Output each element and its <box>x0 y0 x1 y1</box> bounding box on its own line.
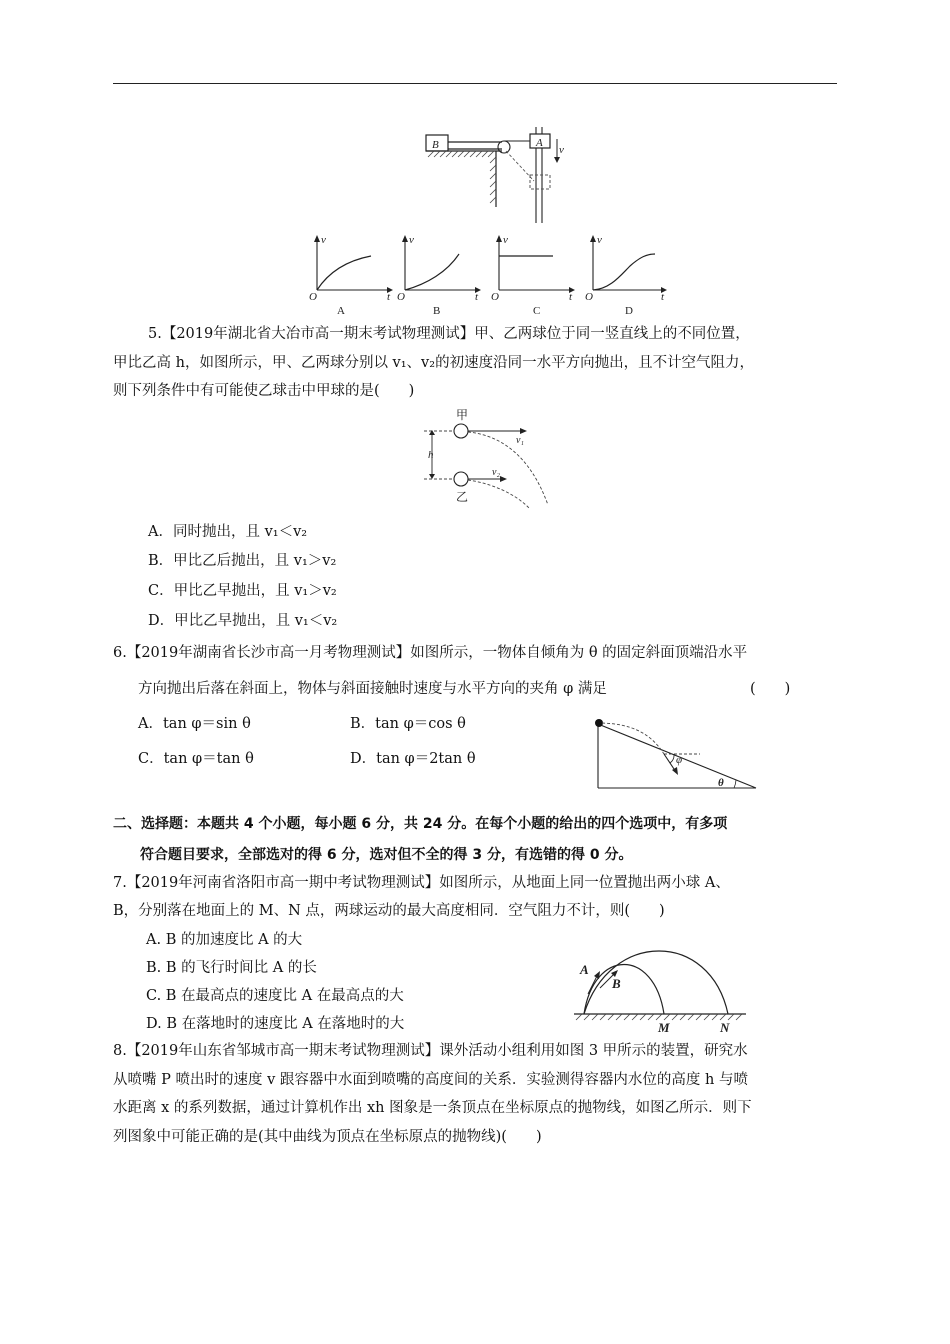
graph-c-origin: O <box>491 291 499 303</box>
q7-option-b: B. B 的飞行时间比 A 的长 <box>146 960 317 976</box>
graph-a <box>309 234 393 317</box>
q6-option-d: D．tan φ＝2tan θ <box>350 751 476 767</box>
q5-fig-top-ball: 甲 <box>456 408 469 422</box>
q6-fig-theta: θ <box>718 777 724 789</box>
graph-d-y: v <box>597 234 602 246</box>
q5-figure <box>420 405 565 515</box>
q5-fig-bottom-ball: 乙 <box>456 490 469 504</box>
pulley-figure <box>418 125 578 225</box>
ball-yi <box>454 472 468 486</box>
graph-a-origin: O <box>309 291 317 303</box>
q8-line2: 从喷嘴 P 喷出时的速度 v 跟容器中水面到喷嘴的高度间的关系．实验测得容器内水位的高度 h 与喷 <box>113 1072 748 1088</box>
graph-d-origin: O <box>585 291 593 303</box>
vt-graphs <box>305 232 675 322</box>
graph-b-origin: O <box>397 291 405 303</box>
q5-option-d: D．甲比乙早抛出，且 v₁＜v₂ <box>148 613 338 629</box>
q6-option-c: C．tan φ＝tan θ <box>138 751 254 767</box>
q6-line2: 方向抛出后落在斜面上，物体与斜面接触时速度与水平方向的夹角 φ 满足 <box>138 681 607 697</box>
q7-line2: B，分别落在地面上的 M、N 点，两球运动的最大高度相同．空气阻力不计，则( ) <box>113 903 665 919</box>
q5-line2: 甲比乙高 h，如图所示，甲、乙两球分别以 v₁、v₂的初速度沿同一水平方向抛出，且不计空气阻力， <box>113 355 755 371</box>
graph-c-label: C <box>533 305 541 317</box>
graph-b <box>397 234 481 317</box>
graph-a-label: A <box>337 305 345 317</box>
graph-b-label: B <box>433 305 441 317</box>
block-a-dashed <box>530 175 550 189</box>
trajectory-a <box>584 965 664 1015</box>
q5-line1: 5.【2019年湖北省大冶市高一期末考试物理测试】甲、乙两球位于同一竖直线上的不同位置， <box>148 326 750 342</box>
q7-fig-n: N <box>720 1020 730 1033</box>
graph-d <box>585 234 667 317</box>
graph-a-y: v <box>321 234 326 246</box>
graph-c-y: v <box>503 234 508 246</box>
velocity-label: v <box>559 144 564 156</box>
q8-line4: 列图象中可能正确的是(其中曲线为顶点在坐标原点的抛物线)( ) <box>113 1129 542 1145</box>
q8-line1: 8.【2019年山东省邹城市高一期末考试物理测试】课外活动小组利用如图 3 甲所示的装置，研究水 <box>113 1043 748 1059</box>
q6-option-a: A．tan φ＝sin θ <box>138 716 251 732</box>
graph-a-x: t <box>387 291 391 303</box>
section2-line2: 符合题目要求，全部选对的得 6 分，选对但不全的得 3 分，有选错的得 0 分。 <box>140 847 633 863</box>
graph-b-y: v <box>409 234 414 246</box>
q6-line1: 6.【2019年湖南省长沙市高一月考物理测试】如图所示，一物体自倾角为 θ 的固定斜面顶端沿水平 <box>113 645 748 661</box>
pulley-circle <box>498 141 510 153</box>
graph-b-x: t <box>475 291 479 303</box>
q6-option-b: B．tan φ＝cos θ <box>350 716 466 732</box>
q7-trajectory-figure <box>570 938 750 1033</box>
graph-c-x: t <box>569 291 573 303</box>
graph-d-label: D <box>625 305 633 317</box>
graph-c <box>491 234 575 317</box>
q5-line3: 则下列条件中有可能使乙球击中甲球的是( ) <box>113 383 415 399</box>
q7-line1: 7.【2019年河南省洛阳市高一期中考试物理测试】如图所示，从地面上同一位置抛出两小球 A、 <box>113 875 730 891</box>
q7-option-d: D. B 在落地时的速度比 A 在落地时的大 <box>146 1016 405 1032</box>
ball-jia <box>454 424 468 438</box>
q5-option-c: C．甲比乙早抛出，且 v₁＞v₂ <box>148 583 337 599</box>
q5-fig-h: h <box>428 449 434 461</box>
q7-fig-a: A <box>580 962 589 977</box>
q5-fig-v2: v₂ <box>492 467 500 478</box>
q5-fig-v1: v₁ <box>516 435 524 446</box>
block-a-label: A <box>536 137 543 149</box>
block-b-label: B <box>432 139 439 151</box>
q7-fig-b: B <box>612 976 621 991</box>
header-rule <box>113 83 837 84</box>
projectile-ball <box>595 719 603 727</box>
q5-option-b: B．甲比乙后抛出，且 v₁＞v₂ <box>148 553 337 569</box>
q5-option-a: A．同时抛出，且 v₁＜v₂ <box>148 524 308 540</box>
q6-incline-figure <box>590 714 760 794</box>
section2-line1: 二、选择题：本题共 4 个小题，每小题 6 分，共 24 分。在每个小题的给出的四个选项中，有多项 <box>113 816 728 832</box>
q7-option-c: C. B 在最高点的速度比 A 在最高点的大 <box>146 988 404 1004</box>
q8-line3: 水距离 x 的系列数据，通过计算机作出 xh 图象是一条顶点在坐标原点的抛物线，如图乙所示．则下 <box>113 1100 752 1116</box>
q6-fig-phi: φ <box>676 754 683 766</box>
graph-d-x: t <box>661 291 665 303</box>
q7-fig-m: M <box>658 1020 670 1033</box>
q7-option-a: A. B 的加速度比 A 的大 <box>146 932 303 948</box>
q6-answer-paren: ( ) <box>750 681 791 697</box>
